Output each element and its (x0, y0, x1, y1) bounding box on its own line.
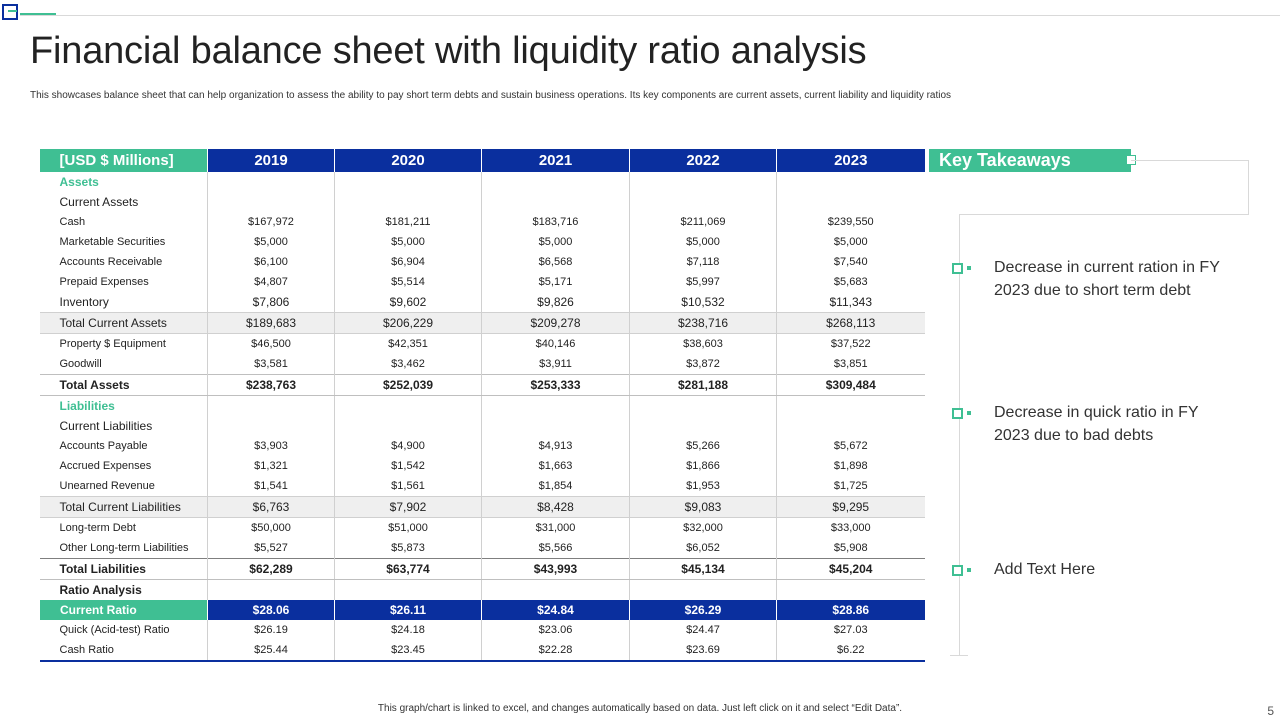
footnote-container (0, 703, 1280, 714)
table-row (40, 476, 925, 497)
cell-value (208, 396, 335, 417)
cell-value: $6,904 (335, 252, 482, 272)
cell-value: $1,663 (482, 456, 630, 476)
cell-value: $6.22 (777, 640, 925, 661)
table-row (40, 354, 925, 375)
table-row (40, 580, 925, 601)
cell-value: $22.28 (482, 640, 630, 661)
cell-value: $42,351 (335, 334, 482, 355)
table-row (40, 538, 925, 559)
dot-icon (967, 266, 971, 270)
page-subtitle: This showcases balance sheet that can help organization to assess the ability to pay short term debts and sustain business operations. Its key components are current assets, current liability and liquidity ratios (30, 90, 952, 101)
cell-value: $5,672 (777, 436, 925, 456)
cell-value: $5,000 (630, 232, 777, 252)
cell-value: $5,514 (335, 272, 482, 292)
row-label: Other Long-term Liabilities (59, 542, 189, 554)
cell-value (482, 192, 630, 212)
cell-value: $31,000 (482, 518, 630, 539)
cell-value: $40,146 (482, 334, 630, 355)
table-row (40, 518, 925, 539)
row-label: Property $ Equipment (59, 338, 166, 350)
table-row (40, 396, 925, 417)
cell-value: $26.19 (208, 620, 335, 640)
cell-value: $181,211 (335, 212, 482, 232)
cell-value: $1,953 (630, 476, 777, 497)
row-label: Inventory (59, 295, 109, 309)
takeaway-item (952, 256, 1242, 306)
cell-value: $1,725 (777, 476, 925, 497)
cell-value: $63,774 (335, 559, 482, 580)
cell-value: $46,500 (208, 334, 335, 355)
table-row (40, 172, 925, 192)
cell-value (335, 192, 482, 212)
frame-line (1248, 160, 1249, 214)
cell-value (482, 172, 630, 192)
cell-value: $239,550 (777, 212, 925, 232)
cell-value: $10,532 (630, 292, 777, 313)
cell-value: $27.03 (777, 620, 925, 640)
row-label: Current Liabilities (59, 419, 153, 433)
frame-line (950, 655, 968, 656)
cell-value: $23.06 (482, 620, 630, 640)
cell-value (777, 172, 925, 192)
footnote: This graph/chart is linked to excel, and changes automatically based on data. Just left click on it and select “Edit Data”. (377, 703, 903, 714)
cell-value: $8,428 (482, 497, 630, 518)
table-row (40, 600, 925, 620)
cell-value: $5,566 (482, 538, 630, 559)
cell-value: $51,000 (335, 518, 482, 539)
cell-value: $1,561 (335, 476, 482, 497)
cell-value: $268,113 (777, 313, 925, 334)
cell-value: $253,333 (482, 375, 630, 396)
cell-value: $45,204 (777, 559, 925, 580)
cell-value: $5,266 (630, 436, 777, 456)
table-header-row (40, 149, 925, 172)
cell-value: $28.06 (208, 600, 335, 620)
top-accent-bar (20, 13, 56, 15)
cell-value: $4,900 (335, 436, 482, 456)
row-label: Total Current Liabilities (40, 497, 208, 518)
dot-icon (967, 411, 971, 415)
cell-value: $23.45 (335, 640, 482, 661)
brand-logo-icon (2, 4, 18, 20)
cell-value: $1,866 (630, 456, 777, 476)
table-row (40, 456, 925, 476)
cell-value: $24.18 (335, 620, 482, 640)
cell-value: $5,873 (335, 538, 482, 559)
cell-value (777, 192, 925, 212)
frame-line (959, 214, 1249, 215)
cell-value: $189,683 (208, 313, 335, 334)
cell-value: $11,343 (777, 292, 925, 313)
cell-value: $3,851 (777, 354, 925, 375)
square-bullet-icon (952, 565, 963, 576)
cell-value: $209,278 (482, 313, 630, 334)
cell-value (630, 172, 777, 192)
cell-value: $3,872 (630, 354, 777, 375)
square-bullet-icon (952, 263, 963, 274)
cell-value: $4,807 (208, 272, 335, 292)
frame-line (1131, 160, 1249, 161)
takeaway-item (952, 558, 1242, 584)
cell-value: $26.11 (335, 600, 482, 620)
cell-value: $1,898 (777, 456, 925, 476)
cell-value (482, 396, 630, 417)
table-row (40, 559, 925, 580)
balance-sheet-table[interactable] (39, 149, 925, 662)
cell-value: $43,993 (482, 559, 630, 580)
cell-value (777, 416, 925, 436)
cell-value: $238,763 (208, 375, 335, 396)
page-number: 5 (1267, 704, 1274, 718)
table-row (40, 375, 925, 396)
dot-icon (967, 568, 971, 572)
table-row (40, 232, 925, 252)
cell-value: $3,462 (335, 354, 482, 375)
cell-value: $33,000 (777, 518, 925, 539)
cell-value: $50,000 (208, 518, 335, 539)
cell-value: $38,603 (630, 334, 777, 355)
table-row (40, 620, 925, 640)
cell-value: $9,602 (335, 292, 482, 313)
cell-value: $206,229 (335, 313, 482, 334)
row-label: Ratio Analysis (59, 583, 142, 597)
cell-value (208, 416, 335, 436)
cell-value: $6,568 (482, 252, 630, 272)
cell-value: $5,000 (777, 232, 925, 252)
cell-value: $7,806 (208, 292, 335, 313)
cell-value: $6,100 (208, 252, 335, 272)
cell-value: $183,716 (482, 212, 630, 232)
table-row (40, 416, 925, 436)
takeaway-text: Add Text Here (994, 561, 1096, 578)
header-year: 2019 (208, 149, 335, 172)
row-label: Total Liabilities (40, 559, 208, 580)
cell-value (630, 416, 777, 436)
cell-value: $3,581 (208, 354, 335, 375)
top-divider (20, 15, 1280, 16)
cell-value (630, 396, 777, 417)
table-row (40, 334, 925, 355)
square-bullet-icon (952, 408, 963, 419)
table-row (40, 252, 925, 272)
cell-value (777, 396, 925, 417)
takeaway-text: Decrease in current ration in FY 2023 due to short term debt (994, 259, 1220, 299)
row-label: Accounts Payable (59, 440, 148, 452)
cell-value: $3,903 (208, 436, 335, 456)
cell-value: $5,908 (777, 538, 925, 559)
cell-value (482, 416, 630, 436)
cell-value: $5,000 (208, 232, 335, 252)
cell-value: $62,289 (208, 559, 335, 580)
header-year: 2020 (335, 149, 482, 172)
cell-value: $23.69 (630, 640, 777, 661)
page-title: Financial balance sheet with liquidity ratio analysis (30, 30, 867, 72)
cell-value: $3,911 (482, 354, 630, 375)
row-label: Marketable Securities (59, 236, 166, 248)
cell-value: $26.29 (630, 600, 777, 620)
cell-value: $9,826 (482, 292, 630, 313)
cell-value: $5,997 (630, 272, 777, 292)
takeaway-item (952, 401, 1242, 451)
cell-value (482, 580, 630, 601)
row-label: Accounts Receivable (59, 256, 163, 268)
row-label: Total Assets (40, 375, 208, 396)
cell-value: $5,527 (208, 538, 335, 559)
row-label: Accrued Expenses (59, 460, 152, 472)
cell-value (335, 416, 482, 436)
cell-value: $45,134 (630, 559, 777, 580)
cell-value: $37,522 (777, 334, 925, 355)
cell-value (335, 172, 482, 192)
cell-value: $252,039 (335, 375, 482, 396)
cell-value: $5,000 (482, 232, 630, 252)
cell-value: $281,188 (630, 375, 777, 396)
cell-value: $7,540 (777, 252, 925, 272)
cell-value: $5,683 (777, 272, 925, 292)
cell-value (208, 580, 335, 601)
header-year: 2021 (482, 149, 630, 172)
cell-value: $167,972 (208, 212, 335, 232)
cell-value: $7,118 (630, 252, 777, 272)
cell-value: $7,902 (335, 497, 482, 518)
cell-value: $1,854 (482, 476, 630, 497)
row-label: Goodwill (59, 358, 102, 370)
cell-value: $238,716 (630, 313, 777, 334)
row-label: Current Assets (59, 195, 139, 209)
row-label: Unearned Revenue (59, 480, 155, 492)
cell-value (630, 192, 777, 212)
cell-value: $6,763 (208, 497, 335, 518)
takeaway-text: Decrease in quick ratio in FY 2023 due to bad debts (994, 404, 1199, 444)
cell-value: $9,295 (777, 497, 925, 518)
cell-value: $6,052 (630, 538, 777, 559)
table-row (40, 436, 925, 456)
header-year: 2023 (777, 149, 925, 172)
cell-value (777, 580, 925, 601)
row-label: Quick (Acid-test) Ratio (59, 624, 170, 636)
table-row (40, 192, 925, 212)
cell-value: $28.86 (777, 600, 925, 620)
cell-value: $1,541 (208, 476, 335, 497)
cell-value: $309,484 (777, 375, 925, 396)
table-row (40, 497, 925, 518)
cell-value: $1,542 (335, 456, 482, 476)
row-label: Assets (59, 175, 99, 189)
cell-value: $25.44 (208, 640, 335, 661)
row-label: Total Current Assets (40, 313, 208, 334)
table-row (40, 212, 925, 232)
row-label: Long-term Debt (59, 522, 136, 534)
cell-value: $4,913 (482, 436, 630, 456)
row-label: Cash (59, 216, 86, 228)
cell-value (208, 192, 335, 212)
key-takeaways-heading: Key Takeaways (929, 149, 1131, 172)
cell-value (335, 396, 482, 417)
header-label: [USD $ Millions] (40, 149, 208, 172)
row-label: Current Ratio (40, 600, 208, 620)
row-label: Prepaid Expenses (59, 276, 149, 288)
cell-value: $1,321 (208, 456, 335, 476)
cell-value: $211,069 (630, 212, 777, 232)
cell-value: $24.84 (482, 600, 630, 620)
cell-value: $32,000 (630, 518, 777, 539)
cell-value (335, 580, 482, 601)
cell-value: $24.47 (630, 620, 777, 640)
table-row (40, 272, 925, 292)
row-label: Cash Ratio (40, 640, 208, 661)
cell-value: $5,000 (335, 232, 482, 252)
cell-value: $9,083 (630, 497, 777, 518)
cell-value: $5,171 (482, 272, 630, 292)
row-label: Liabilities (59, 399, 115, 413)
cell-value (630, 580, 777, 601)
table-row (40, 292, 925, 313)
table-row (40, 313, 925, 334)
cell-value (208, 172, 335, 192)
header-year: 2022 (630, 149, 777, 172)
table-row (40, 640, 925, 661)
